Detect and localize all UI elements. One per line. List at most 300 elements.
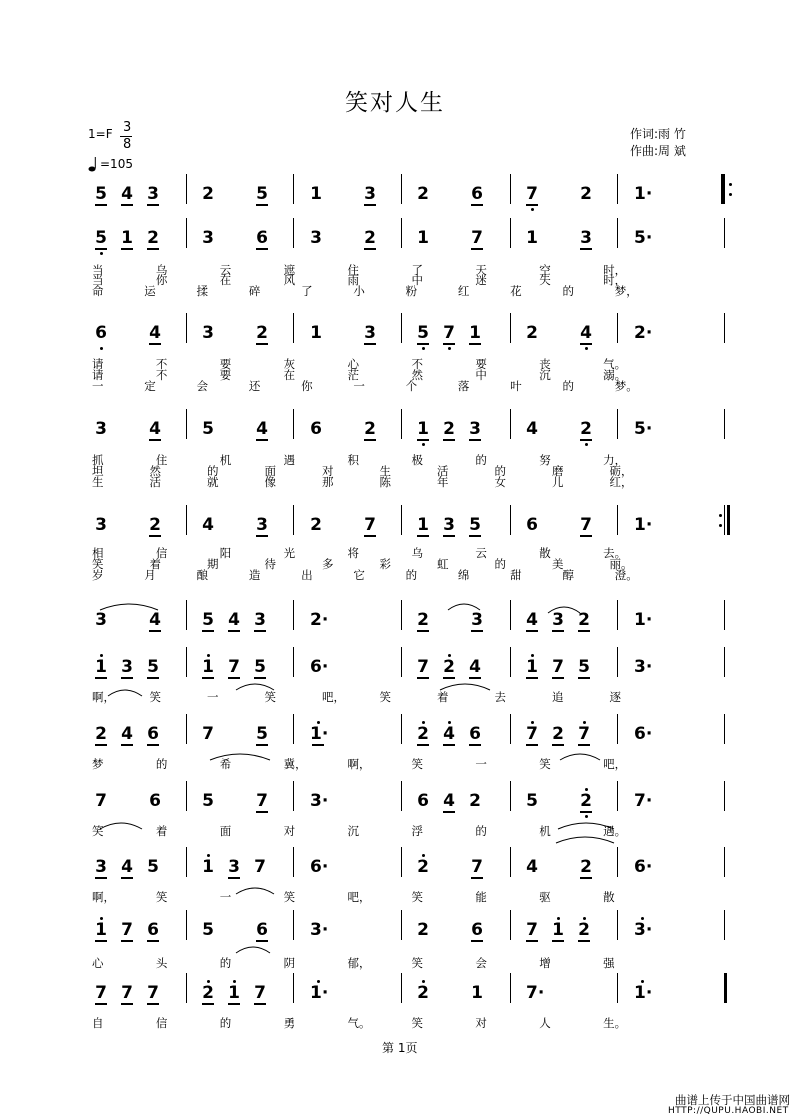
lyric-text: 信 [155,1016,168,1030]
lyric-text: 多 [322,557,334,571]
barline [293,847,294,877]
lyric-text: 气。 [603,357,627,371]
lyric-text: 遇。 [603,824,627,838]
lyric-text: 叶 [510,379,522,393]
note-underline [256,744,268,746]
lyric-text: 像 [264,475,276,489]
note: 5 [147,657,159,677]
lyric-text: 阳 [219,546,232,560]
note: 4 [228,610,240,630]
note: 6 [310,419,322,439]
low-octave-dot [100,347,103,350]
note-underline [95,1003,107,1005]
barline [510,847,511,877]
note: 5 [95,184,107,204]
note: 6 [256,228,268,248]
note-underline [95,940,107,942]
lyric-text: 要 [475,357,487,371]
high-octave-dot [583,721,586,724]
note: 2 [578,610,590,630]
barline [617,781,618,811]
note-underline [526,204,538,206]
lyric-text: 啊， [92,690,115,704]
lyric-text: 要 [219,368,232,382]
lyric-text: 去 [494,690,506,704]
high-octave-dot [585,788,588,791]
barline [186,600,187,630]
note: 2 [417,610,429,630]
note-underline [417,535,429,537]
note-underline [443,811,455,813]
note: 3· [634,657,653,677]
note: 2 [552,724,564,744]
lyric-text: 沉 [539,368,551,382]
lyric-text: 自 [92,1016,104,1030]
watermark-title: 曲谱上传于中国曲谱网 [675,1093,790,1107]
lyric-text: 生。 [603,1016,627,1030]
note-underline [469,744,481,746]
note: 4 [121,857,133,877]
note: 3· [310,791,329,811]
repeat-barline [721,174,724,204]
high-octave-dot [557,917,560,920]
high-octave-dot [100,917,103,920]
note: 3 [552,610,564,630]
note-underline [254,630,266,632]
note-underline [256,811,268,813]
barline [293,714,294,744]
lyric-text: 心 [92,956,104,970]
lyric-text: 笑 [379,690,391,704]
note: 2· [310,610,329,630]
note: 2 [310,515,322,535]
note: 5 [256,724,268,744]
lyric-text: 你 [155,273,168,287]
lyric-text: 住 [155,453,168,467]
lyric-text: 年 [437,475,449,489]
note-underline [121,744,133,746]
lyric-text: 花 [510,284,522,298]
barline [293,218,294,248]
note-underline [121,677,133,679]
lyric-text: 请 [92,368,104,382]
high-octave-dot [531,654,534,657]
barline [617,973,618,1003]
lyric-text: 的 [155,757,168,771]
note: 4 [256,419,268,439]
lyric-text: 空 [539,263,551,277]
note: 5 [578,657,590,677]
lyric-text: 云 [219,263,232,277]
barline [293,409,294,439]
high-octave-dot [448,654,451,657]
note-underline [471,877,483,879]
lyric-text: 期 [207,557,219,571]
low-octave-dot [531,208,534,211]
note: 7 [526,920,538,940]
note: 5· [634,228,653,248]
barline [617,505,618,535]
lyric-text: 迷 [475,273,487,287]
lyric-text: 积 [347,453,360,467]
lyric-text: 对 [283,824,296,838]
barline [510,313,511,343]
lyric-text: 着 [155,824,168,838]
note-underline [202,630,214,632]
lyric-text: 笑 [149,690,161,704]
time-signature-top: 3 [123,120,132,135]
lyric-text: 时， [603,273,627,287]
barline [293,973,294,1003]
lyric-text: 住 [347,263,360,277]
lyric-text: 面 [219,824,232,838]
lyric-text: 溺。 [603,368,627,382]
barline [724,600,725,630]
low-octave-dot [422,347,425,350]
note-underline [578,744,590,746]
composer-credit: 作曲:周 斌 [630,144,686,158]
note: 3 [364,184,376,204]
barline [401,973,402,1003]
note-underline [443,439,455,441]
lyric-text: 笑 [155,890,168,904]
tempo-mark: =105 [100,157,133,171]
note: 2 [580,419,592,439]
barline [510,600,511,630]
barline [724,781,725,811]
lyric-text: 面 [264,464,276,478]
barline [510,781,511,811]
barline [617,409,618,439]
barline [724,218,725,248]
note-underline [147,1003,159,1005]
note: 4 [149,419,161,439]
note-underline [228,630,240,632]
note-underline [552,630,564,632]
lyric-text: 相 [92,546,104,560]
note: 6 [256,920,268,940]
lyric-text: 笑 [411,890,423,904]
lyric-text: 了 [411,263,423,277]
note: 7 [254,983,266,1003]
note: 2 [469,791,481,811]
page-number: 第 1页 [382,1041,418,1055]
barline [186,781,187,811]
lyric-text: 坦 [92,464,104,478]
high-octave-dot [233,980,236,983]
lyric-text: 个 [405,379,418,393]
lyric-text: 阴 [283,956,296,970]
note: 7 [443,323,455,343]
lyric-text: 逐 [609,690,621,704]
note: 7· [634,791,653,811]
barline [510,647,511,677]
note-underline [526,630,538,632]
lyric-text: 勇 [283,1016,296,1030]
note: 3 [202,323,214,343]
note: 1 [202,857,214,877]
note-underline [256,439,268,441]
note: 2 [578,920,590,940]
note: 2 [364,419,376,439]
note: 3 [471,610,483,630]
note: 2 [443,419,455,439]
low-octave-dot [422,443,425,446]
note: 7 [526,184,538,204]
note: 2 [202,184,214,204]
lyric-text: 将 [347,546,360,560]
note: 6· [310,657,329,677]
note: 4 [526,857,538,877]
note-underline [580,248,592,250]
note-underline [469,343,481,345]
lyric-text: 红， [609,475,633,489]
watermark-url: HTTP://QUPU.HAOBI.NET [668,1106,789,1116]
note: 1 [417,419,429,439]
lyric-text: 陈 [379,475,391,489]
barline [724,174,725,204]
barline [401,505,402,535]
note: 7 [256,791,268,811]
lyric-text: 那 [322,475,334,489]
lyric-text: 它 [353,568,365,582]
barline [293,505,294,535]
note-underline [443,343,455,345]
note: 7 [95,791,107,811]
barline [293,600,294,630]
note: 2 [256,323,268,343]
note: 2 [417,184,429,204]
lyric-text: 笑 [92,557,104,571]
barline [186,647,187,677]
lyric-text: 笑 [283,890,296,904]
note-underline [121,1003,133,1005]
high-octave-dot [207,980,210,983]
note-underline [95,877,107,879]
lyric-text: 沉 [347,824,360,838]
note: 1 [526,228,538,248]
high-octave-dot [207,854,210,857]
note-underline [147,204,159,206]
note-underline [149,630,161,632]
lyric-text: 酿 [196,568,209,582]
note: 7 [121,983,133,1003]
note: 5 [417,323,429,343]
time-signature-bottom: 8 [123,137,132,152]
note: 1 [202,657,214,677]
lyric-text: 揉 [196,284,209,298]
note: 2 [417,724,429,744]
note-underline [443,744,455,746]
note-underline [526,744,538,746]
lyric-text: 不 [155,357,168,371]
note: 2· [634,323,653,343]
note: 7· [526,983,545,1003]
lyric-text: 小 [353,284,365,298]
barline [293,647,294,677]
lyric-text: 啊， [347,757,371,771]
lyric-text: 了 [301,284,313,298]
barline [401,847,402,877]
high-octave-dot [448,721,451,724]
lyric-text: 对 [475,1016,487,1030]
note-underline [95,204,107,206]
note: 3 [580,228,592,248]
lyric-text: 人 [539,1016,551,1030]
note-underline [443,535,455,537]
lyricist-credit: 作词:雨 竹 [630,127,686,141]
lyric-text: 还 [248,379,261,393]
barline [510,218,511,248]
note: 2 [417,857,429,877]
note: 3 [254,610,266,630]
note: 3 [256,515,268,535]
lyric-text: 丧 [539,357,551,371]
lyric-text: 生 [379,464,391,478]
lyric-text: 彩 [379,557,391,571]
lyric-text: 天 [475,263,487,277]
note: 2 [95,724,107,744]
note: 2 [580,184,592,204]
note-underline [95,744,107,746]
note: 6 [149,791,161,811]
note: 2 [417,920,429,940]
note-underline [149,343,161,345]
barline [510,174,511,204]
barline [617,714,618,744]
lyric-text: 定 [144,379,156,393]
note-underline [469,439,481,441]
barline [724,910,725,940]
lyric-text: 极 [411,453,423,467]
barline [617,313,618,343]
lyric-text: 着 [149,557,161,571]
lyric-text: 一 [353,379,365,393]
lyric-text: 时， [603,263,627,277]
lyric-text: 的 [405,568,418,582]
lyric-text: 笑 [92,824,104,838]
lyric-text: 活 [437,464,449,478]
note: 1 [469,323,481,343]
lyric-text: 磨 [552,464,564,478]
lyric-text: 力， [603,453,627,467]
barline [724,505,725,535]
note: 1 [310,184,322,204]
note: 3 [95,857,107,877]
note: 5· [634,419,653,439]
lyric-text: 岁 [92,568,104,582]
note-underline [364,439,376,441]
note-underline [254,1003,266,1005]
lyric-text: 然 [411,368,423,382]
high-octave-dot [641,917,644,920]
repeat-barline [727,505,730,535]
note: 3 [443,515,455,535]
note: 4 [443,724,455,744]
note-underline [256,343,268,345]
note: 3 [121,657,133,677]
barline [617,910,618,940]
barline [617,174,618,204]
note-underline [149,535,161,537]
lyric-text: 冀， [283,757,307,771]
note-underline [580,877,592,879]
lyric-text: 对 [322,464,334,478]
lyric-text: 碎 [248,284,261,298]
lyric-text: 一 [92,379,104,393]
lyric-text: 砺， [609,464,633,478]
lyric-text: 梦 [92,757,104,771]
note-underline [526,677,538,679]
note: 5 [95,228,107,248]
lyric-text: 气。 [347,1016,371,1030]
note: 7 [580,515,592,535]
note: 1 [310,323,322,343]
lyric-text: 的 [219,956,232,970]
barline [510,505,511,535]
lyric-text: 的 [562,284,574,298]
note: 1 [417,515,429,535]
lyric-text: 吧， [322,690,345,704]
note-underline [552,744,564,746]
lyric-text: 粉 [405,284,418,298]
note: 2 [526,323,538,343]
barline [510,910,511,940]
note-underline [95,677,107,679]
note: 6 [471,920,483,940]
note-underline [364,535,376,537]
note: 5 [256,184,268,204]
lyric-text: 造 [248,568,261,582]
note: 3 [364,323,376,343]
note-underline [471,248,483,250]
lyric-text: 你 [301,379,313,393]
lyric-text: 在 [283,368,296,382]
lyric-text: 驱 [539,890,551,904]
note-underline [121,204,133,206]
lyric-text: 心 [347,357,360,371]
lyric-text: 吧， [347,890,371,904]
note: 6 [147,724,159,744]
barline [293,781,294,811]
note: 6· [310,857,329,877]
lyric-text: 灰 [283,357,296,371]
note-underline [147,677,159,679]
lyric-text: 请 [92,357,104,371]
barline [186,910,187,940]
lyric-text: 抓 [92,453,104,467]
barline [724,847,725,877]
lyric-text: 待 [264,557,276,571]
note: 5 [202,419,214,439]
barline [186,218,187,248]
note: 5 [526,791,538,811]
note: 7 [254,857,266,877]
barline [401,218,402,248]
note: 1 [228,983,240,1003]
note: 7 [552,657,564,677]
note-underline [256,248,268,250]
lyric-text: 的 [219,1016,232,1030]
note: 2 [580,857,592,877]
note: 3· [310,920,329,940]
note: 4 [443,791,455,811]
note-underline [469,535,481,537]
note: 1· [310,724,329,744]
note: 5 [469,515,481,535]
lyric-text: 机 [219,453,232,467]
lyric-text: 追 [552,690,564,704]
